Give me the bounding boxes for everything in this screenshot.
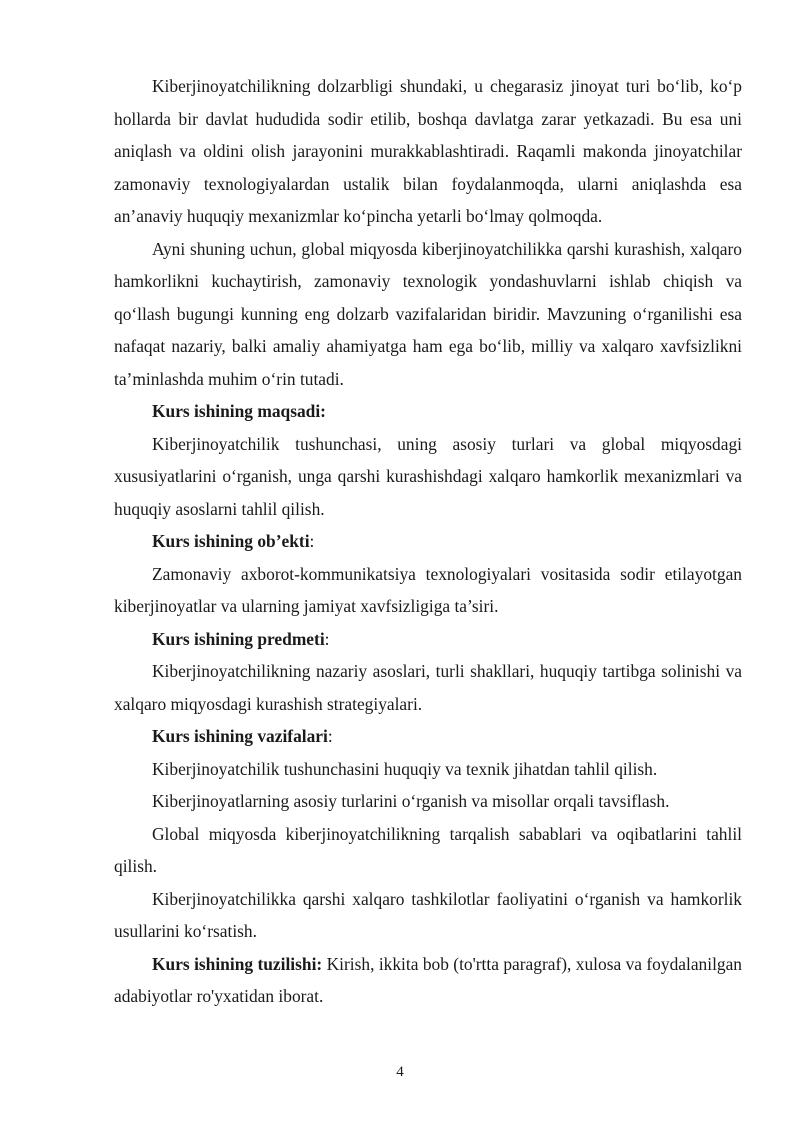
document-page: [114, 70, 742, 1013]
task-item-4: Kiberjinoyatchilikka qarshi xalqaro tashkilotlar faoliyatini o‘rganish va hamkorlik usullarini ko‘rsatish.: [114, 888, 742, 941]
goal-text: Kiberjinoyatchilik tushunchasi, uning asosiy turlari va global miqyosdagi xususiyatlarini o‘rganish, unga qarshi kurashishdagi xalqaro hamkorlik mexanizmlari va huquqiy asoslarni tahlil qilish.: [114, 433, 742, 519]
task-item-2: Kiberjinoyatlarning asosiy turlarini o‘rganish va misollar orqali tavsiflash.: [152, 791, 670, 811]
object-heading-line: [114, 525, 742, 558]
tasks-heading-colon: :: [327, 726, 333, 746]
subject-heading-line: [114, 623, 742, 656]
object-text: Zamonaviy axborot-kommunikatsiya texnologiyalari vositasida sodir etilayotgan kiberjinoyatlar va ularning jamiyat xavfsizligiga ta’siri.: [114, 563, 742, 616]
subject-text: Kiberjinoyatchilikning nazariy asoslari, turli shakllari, huquqiy tartibga solinishi va xalqaro miqyosdagi kurashish strategiyalari.: [114, 661, 742, 714]
tasks-heading-line: [114, 720, 742, 753]
intro-paragraph-1: Kiberjinoyatchilikning dolzarbligi shundaki, u chegarasiz jinoyat turi bo‘lib, ko‘p hollarda bir davlat hududida sodir etilib, boshqa davlatga zarar yetkazadi. Bu esa uni aniqlash va oldini olish jarayonini murakkablashtiradi. Raqamli makonda jinoyatchilar zamonaviy texnologiyalardan ustalik bilan foydalanmoqda, ularni aniqlashda esa an’anaviy huquqiy mexanizmlar ko‘pincha yetarli bo‘lmay qolmoqda.: [114, 76, 742, 226]
goal-heading-line: [114, 395, 742, 428]
object-heading-colon: :: [309, 531, 315, 551]
structure-paragraph: [114, 948, 742, 1013]
object-heading: Kurs ishining ob’ekti: [152, 531, 310, 551]
intro-paragraph-2: Ayni shuning uchun, global miqyosda kiberjinoyatchilikka qarshi kurashish, xalqaro hamkorlikni kuchaytirish, zamonaviy texnologik yondashuvlarni ishlab chiqish va qo‘llash bugungi kunning eng dolzarb vazifalaridan biridir. Mavzuning o‘rganilishi esa nafaqat nazariy, balki amaliy ahamiyatga ham ega bo‘lib, milliy va xalqaro xavfsizlikni ta’minlashda muhim o‘rin tutadi.: [114, 238, 742, 389]
subject-heading: Kurs ishining predmeti: [152, 628, 325, 649]
page-number: 4: [396, 1064, 404, 1080]
task-item-3: Global miqyosda kiberjinoyatchilikning tarqalish sabablari va oqibatlarini tahlil qilish.: [114, 823, 742, 876]
goal-heading: Kurs ishining maqsadi:: [152, 401, 326, 421]
subject-heading-colon: :: [324, 628, 330, 649]
tasks-heading: Kurs ishining vazifalari: [152, 726, 328, 746]
task-item-1: Kiberjinoyatchilik tushunchasini huquqiy va texnik jihatdan tahlil qilish.: [152, 758, 658, 779]
structure-text: Kirish, ikkita bob (to'rtta paragraf), xulosa va foydalanilgan adabiyotlar ro'yxatidan iborat.: [114, 953, 743, 1006]
structure-heading: Kurs ishining tuzilishi:: [152, 953, 323, 974]
